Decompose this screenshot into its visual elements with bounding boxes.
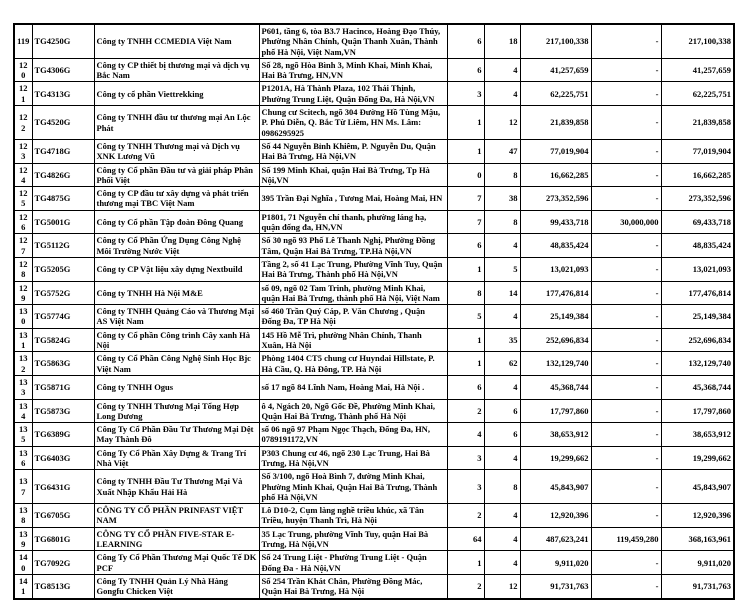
company-code-cell: TG6801G bbox=[32, 527, 94, 551]
company-name-cell: Công Ty Cổ Phần Đầu Tư Thương Mại Dệt May Thành Đô bbox=[94, 423, 259, 447]
deduction-cell: - bbox=[591, 139, 661, 163]
company-code-cell: TG5824G bbox=[32, 328, 94, 352]
company-address-cell: số 17 ngõ 84 Lĩnh Nam, Hoàng Mai, Hà Nội . bbox=[259, 375, 447, 399]
company-name-cell: Công ty CP đầu tư xây dựng và phát triển thương mại TBC Việt Nam bbox=[94, 187, 259, 211]
amount-cell: 77,019,904 bbox=[520, 139, 591, 163]
deduction-cell: 30,000,000 bbox=[591, 210, 661, 234]
company-address-cell: số 09, ngõ 02 Tam Trinh, phường Minh Khai, quận Hai Bà Trưng, thành phố Hà Nội, Việt Nam bbox=[259, 281, 447, 305]
company-code-cell: TG6403G bbox=[32, 446, 94, 470]
net-amount-cell: 45,368,744 bbox=[661, 375, 734, 399]
company-name-cell: Công ty Cổ phần Đầu tư và giải pháp Phân Phối Việt bbox=[94, 163, 259, 187]
company-address-cell: P601, tầng 6, tòa B3.7 Hacinco, Hoàng Đạo Thúy, Phường Nhân Chính, Quận Thanh Xuân, Thành phố Hà Nội, Việt Nam,VN bbox=[259, 24, 447, 58]
row-number-cell: 126 bbox=[14, 210, 32, 234]
amount-cell: 16,662,285 bbox=[520, 163, 591, 187]
company-address-cell: Số 24 Trung Liệt - Phường Trung Liệt - Quận Đống Đa - Hà Nội,VN bbox=[259, 551, 447, 575]
count2-cell: 4 bbox=[484, 82, 520, 106]
table-row bbox=[14, 106, 734, 140]
amount-cell: 17,797,860 bbox=[520, 399, 591, 423]
company-address-cell: số 460 Trần Quý Cáp, P. Văn Chương , Quận Đống Đa, TP Hà Nội bbox=[259, 305, 447, 329]
deduction-cell: - bbox=[591, 352, 661, 376]
company-name-cell: Công ty TNHH Thương Mại Tổng Hợp Long Dương bbox=[94, 399, 259, 423]
company-code-cell: TG5774G bbox=[32, 305, 94, 329]
table-row bbox=[14, 82, 734, 106]
row-number-cell: 134 bbox=[14, 399, 32, 423]
amount-cell: 177,476,814 bbox=[520, 281, 591, 305]
count1-cell: 7 bbox=[447, 187, 484, 211]
company-address-cell: P1801, 71 Nguyễn chí thanh, phường láng hạ, quận đống đa, HN,VN bbox=[259, 210, 447, 234]
count1-cell: 1 bbox=[447, 352, 484, 376]
count2-cell: 6 bbox=[484, 423, 520, 447]
company-code-cell: TG5871G bbox=[32, 375, 94, 399]
net-amount-cell: 217,100,338 bbox=[661, 24, 734, 58]
count1-cell: 8 bbox=[447, 281, 484, 305]
table-row bbox=[14, 139, 734, 163]
deduction-cell: - bbox=[591, 551, 661, 575]
deduction-cell: - bbox=[591, 504, 661, 528]
table-row bbox=[14, 470, 734, 504]
count1-cell: 7 bbox=[447, 210, 484, 234]
amount-cell: 487,623,241 bbox=[520, 527, 591, 551]
amount-cell: 13,021,093 bbox=[520, 257, 591, 281]
company-name-cell: Công ty TNHH CCMEDIA Việt Nam bbox=[94, 24, 259, 58]
count1-cell: 2 bbox=[447, 574, 484, 598]
deduction-cell: - bbox=[591, 423, 661, 447]
deduction-cell: - bbox=[591, 187, 661, 211]
table-row bbox=[14, 24, 734, 58]
net-amount-cell: 77,019,904 bbox=[661, 139, 734, 163]
company-address-cell: Chung cư Scitech, ngõ 304 Đường Hồ Tùng Mậu, P. Phú Diễn, Q. Bắc Từ Liêm, HN Ms. Lâm: 0986295925 bbox=[259, 106, 447, 140]
count1-cell: 1 bbox=[447, 139, 484, 163]
count2-cell: 8 bbox=[484, 210, 520, 234]
row-number-cell: 123 bbox=[14, 139, 32, 163]
count1-cell: 1 bbox=[447, 328, 484, 352]
row-number-cell: 119 bbox=[14, 24, 32, 58]
row-number-cell: 132 bbox=[14, 352, 32, 376]
amount-cell: 21,839,858 bbox=[520, 106, 591, 140]
deduction-cell: 119,459,280 bbox=[591, 527, 661, 551]
net-amount-cell: 12,920,396 bbox=[661, 504, 734, 528]
table-row bbox=[14, 504, 734, 528]
table-row bbox=[14, 328, 734, 352]
company-code-cell: TG5205G bbox=[32, 257, 94, 281]
company-code-cell: TG4520G bbox=[32, 106, 94, 140]
net-amount-cell: 25,149,384 bbox=[661, 305, 734, 329]
table-row bbox=[14, 527, 734, 551]
count2-cell: 12 bbox=[484, 106, 520, 140]
company-address-cell: Lô D10-2, Cụm làng nghề triều khúc, xã Tân Triều, huyện Thanh Trì, Hà Nội bbox=[259, 504, 447, 528]
company-address-cell: 395 Trần Đại Nghĩa , Tương Mai, Hoàng Mai, HN bbox=[259, 187, 447, 211]
company-address-cell: P1201A, Hà Thành Plaza, 102 Thái Thịnh, Phường Trung Liệt, Quận Đống Đa, Hà Nội,VN bbox=[259, 82, 447, 106]
count2-cell: 47 bbox=[484, 139, 520, 163]
table-row bbox=[14, 375, 734, 399]
company-code-cell: TG5873G bbox=[32, 399, 94, 423]
count2-cell: 4 bbox=[484, 446, 520, 470]
deduction-cell: - bbox=[591, 470, 661, 504]
count1-cell: 3 bbox=[447, 470, 484, 504]
row-number-cell: 125 bbox=[14, 187, 32, 211]
amount-cell: 12,920,396 bbox=[520, 504, 591, 528]
deduction-cell: - bbox=[591, 106, 661, 140]
amount-cell: 252,696,834 bbox=[520, 328, 591, 352]
row-number-cell: 139 bbox=[14, 527, 32, 551]
company-code-cell: TG8513G bbox=[32, 574, 94, 598]
table-row bbox=[14, 163, 734, 187]
table-row bbox=[14, 257, 734, 281]
deduction-cell: - bbox=[591, 574, 661, 598]
company-code-cell: TG5001G bbox=[32, 210, 94, 234]
count1-cell: 6 bbox=[447, 24, 484, 58]
company-name-cell: Công ty Cổ Phần Ứng Dụng Công Nghệ Môi Trường Nước Việt bbox=[94, 234, 259, 258]
company-name-cell: Công ty TNHH Hà Nội M&E bbox=[94, 281, 259, 305]
count2-cell: 18 bbox=[484, 24, 520, 58]
count2-cell: 4 bbox=[484, 305, 520, 329]
count2-cell: 8 bbox=[484, 163, 520, 187]
deduction-cell: - bbox=[591, 24, 661, 58]
company-address-cell: Số 44 Nguyễn Bỉnh Khiêm, P. Nguyễn Du, Quận Hai Bà Trưng, Hà Nội,VN bbox=[259, 139, 447, 163]
table-row bbox=[14, 58, 734, 82]
company-address-cell: Phòng 1404 CT5 chung cư Huyndai Hillstate, P. Hà Cầu, Q. Hà Đông, TP. Hà Nội bbox=[259, 352, 447, 376]
amount-cell: 62,225,751 bbox=[520, 82, 591, 106]
net-amount-cell: 17,797,860 bbox=[661, 399, 734, 423]
company-address-cell: Số 3/100, ngõ Hoà Bình 7, đường Minh Khai, Phường Minh Khai, Quận Hai Bà Trưng, Thành phố Hà Nội,VN bbox=[259, 470, 447, 504]
row-number-cell: 121 bbox=[14, 82, 32, 106]
row-number-cell: 141 bbox=[14, 574, 32, 598]
company-address-cell: Số 254 Trần Khát Chân, Phường Đồng Mác, Quận Hai Bà Trưng, Hà Nội bbox=[259, 574, 447, 598]
company-name-cell: Công Ty Cổ Phần Thương Mại Quốc Tế DK PCF bbox=[94, 551, 259, 575]
count1-cell: 2 bbox=[447, 399, 484, 423]
company-address-cell: Số 199 Minh Khai, quận Hai Bà Trưng, Tp Hà Nội,VN bbox=[259, 163, 447, 187]
company-address-cell: 35 Lạc Trung, phường Vĩnh Tuy, quận Hai Bà Trưng, Hà Nội,VN bbox=[259, 527, 447, 551]
company-code-cell: TG6431G bbox=[32, 470, 94, 504]
company-address-cell: Số 30 ngõ 93 Phố Lê Thanh Nghị, Phường Đồng Tâm, Quận Hai Bà Trưng, TP.Hà Nội,VN bbox=[259, 234, 447, 258]
company-name-cell: Công Ty TNHH Quản Lý Nhà Hàng Gongfu Chicken Việt bbox=[94, 574, 259, 598]
company-name-cell: Công ty TNHH Đầu Tư Thương Mại Và Xuất Nhập Khẩu Hải Hà bbox=[94, 470, 259, 504]
row-number-cell: 140 bbox=[14, 551, 32, 575]
count1-cell: 6 bbox=[447, 375, 484, 399]
row-number-cell: 124 bbox=[14, 163, 32, 187]
deduction-cell: - bbox=[591, 58, 661, 82]
count2-cell: 6 bbox=[484, 399, 520, 423]
amount-cell: 99,433,718 bbox=[520, 210, 591, 234]
amount-cell: 132,129,740 bbox=[520, 352, 591, 376]
net-amount-cell: 132,129,740 bbox=[661, 352, 734, 376]
company-name-cell: Công ty Cổ phần Tập đoàn Đông Quang bbox=[94, 210, 259, 234]
count2-cell: 12 bbox=[484, 574, 520, 598]
row-number-cell: 130 bbox=[14, 305, 32, 329]
deduction-cell: - bbox=[591, 375, 661, 399]
count1-cell: 2 bbox=[447, 504, 484, 528]
count2-cell: 4 bbox=[484, 375, 520, 399]
table-row bbox=[14, 281, 734, 305]
table-row bbox=[14, 305, 734, 329]
count1-cell: 5 bbox=[447, 305, 484, 329]
company-name-cell: Công ty Cổ Phần Công Nghệ Sinh Học Bjc Việt Nam bbox=[94, 352, 259, 376]
amount-cell: 273,352,596 bbox=[520, 187, 591, 211]
row-number-cell: 135 bbox=[14, 423, 32, 447]
row-number-cell: 138 bbox=[14, 504, 32, 528]
amount-cell: 91,731,763 bbox=[520, 574, 591, 598]
amount-cell: 41,257,659 bbox=[520, 58, 591, 82]
company-name-cell: CÔNG TY CỔ PHẦN FIVE-STAR E-LEARNING bbox=[94, 527, 259, 551]
count2-cell: 4 bbox=[484, 58, 520, 82]
row-number-cell: 133 bbox=[14, 375, 32, 399]
company-name-cell: Công ty CP Vật liệu xây dựng Nextbuild bbox=[94, 257, 259, 281]
company-address-cell: Tầng 2, số 41 Lạc Trung, Phường Vĩnh Tuy, Quận Hai Bà Trưng, Thành phố Hà Nội,VN bbox=[259, 257, 447, 281]
company-report-table bbox=[13, 23, 735, 600]
company-name-cell: Công ty TNHH Quảng Cáo và Thương Mại AS Việt Nam bbox=[94, 305, 259, 329]
deduction-cell: - bbox=[591, 305, 661, 329]
row-number-cell: 122 bbox=[14, 106, 32, 140]
company-code-cell: TG4718G bbox=[32, 139, 94, 163]
deduction-cell: - bbox=[591, 399, 661, 423]
company-name-cell: CÔNG TY CỔ PHẦN PRINFAST VIỆT NAM bbox=[94, 504, 259, 528]
net-amount-cell: 21,839,858 bbox=[661, 106, 734, 140]
company-name-cell: Công ty Cổ phần Công trình Cây xanh Hà Nội bbox=[94, 328, 259, 352]
count1-cell: 0 bbox=[447, 163, 484, 187]
net-amount-cell: 62,225,751 bbox=[661, 82, 734, 106]
company-code-cell: TG5752G bbox=[32, 281, 94, 305]
row-number-cell: 129 bbox=[14, 281, 32, 305]
net-amount-cell: 9,911,020 bbox=[661, 551, 734, 575]
net-amount-cell: 368,163,961 bbox=[661, 527, 734, 551]
deduction-cell: - bbox=[591, 446, 661, 470]
amount-cell: 217,100,338 bbox=[520, 24, 591, 58]
count1-cell: 1 bbox=[447, 551, 484, 575]
company-code-cell: TG6389G bbox=[32, 423, 94, 447]
deduction-cell: - bbox=[591, 328, 661, 352]
company-address-cell: 145 Hồ Mễ Trì, phường Nhân Chính, Thanh Xuân, Hà Nội bbox=[259, 328, 447, 352]
company-code-cell: TG6705G bbox=[32, 504, 94, 528]
company-name-cell: Công ty CP thiết bị thương mại và dịch vụ Bắc Nam bbox=[94, 58, 259, 82]
row-number-cell: 128 bbox=[14, 257, 32, 281]
company-code-cell: TG5112G bbox=[32, 234, 94, 258]
count1-cell: 64 bbox=[447, 527, 484, 551]
deduction-cell: - bbox=[591, 281, 661, 305]
amount-cell: 19,299,662 bbox=[520, 446, 591, 470]
amount-cell: 48,835,424 bbox=[520, 234, 591, 258]
company-name-cell: Công ty TNHH đầu tư thương mại An Lộc Phát bbox=[94, 106, 259, 140]
amount-cell: 25,149,384 bbox=[520, 305, 591, 329]
company-code-cell: TG4306G bbox=[32, 58, 94, 82]
count2-cell: 8 bbox=[484, 470, 520, 504]
deduction-cell: - bbox=[591, 234, 661, 258]
count2-cell: 4 bbox=[484, 504, 520, 528]
table-row bbox=[14, 210, 734, 234]
table-row bbox=[14, 574, 734, 598]
net-amount-cell: 252,696,834 bbox=[661, 328, 734, 352]
table-row bbox=[14, 446, 734, 470]
count1-cell: 6 bbox=[447, 234, 484, 258]
deduction-cell: - bbox=[591, 82, 661, 106]
company-name-cell: Công ty cổ phần Viettrekking bbox=[94, 82, 259, 106]
company-code-cell: TG4250G bbox=[32, 24, 94, 58]
count1-cell: 6 bbox=[447, 58, 484, 82]
net-amount-cell: 13,021,093 bbox=[661, 257, 734, 281]
company-code-cell: TG4313G bbox=[32, 82, 94, 106]
count1-cell: 1 bbox=[447, 106, 484, 140]
company-address-cell: P303 Chung cư 46, ngõ 230 Lạc Trung, Hai Bà Trưng, Hà Nội,VN bbox=[259, 446, 447, 470]
company-code-cell: TG7092G bbox=[32, 551, 94, 575]
company-code-cell: TG5863G bbox=[32, 352, 94, 376]
company-code-cell: TG4826G bbox=[32, 163, 94, 187]
count2-cell: 38 bbox=[484, 187, 520, 211]
count2-cell: 4 bbox=[484, 551, 520, 575]
row-number-cell: 120 bbox=[14, 58, 32, 82]
company-name-cell: Công Ty Cổ Phần Xây Dựng & Trang Trí Nhà Việt bbox=[94, 446, 259, 470]
table-row bbox=[14, 551, 734, 575]
count1-cell: 1 bbox=[447, 257, 484, 281]
count2-cell: 5 bbox=[484, 257, 520, 281]
row-number-cell: 136 bbox=[14, 446, 32, 470]
count2-cell: 4 bbox=[484, 234, 520, 258]
row-number-cell: 137 bbox=[14, 470, 32, 504]
table-row bbox=[14, 423, 734, 447]
count2-cell: 14 bbox=[484, 281, 520, 305]
table-row bbox=[14, 234, 734, 258]
count1-cell: 3 bbox=[447, 446, 484, 470]
count1-cell: 4 bbox=[447, 423, 484, 447]
company-address-cell: ô 4, Ngách 20, Ngõ Gốc Đề, Phường Minh Khai, Quận Hai Bà Trưng, Thành phố Hà Nội bbox=[259, 399, 447, 423]
net-amount-cell: 48,835,424 bbox=[661, 234, 734, 258]
table-row bbox=[14, 187, 734, 211]
net-amount-cell: 41,257,659 bbox=[661, 58, 734, 82]
table-row bbox=[14, 352, 734, 376]
row-number-cell: 127 bbox=[14, 234, 32, 258]
amount-cell: 9,911,020 bbox=[520, 551, 591, 575]
net-amount-cell: 38,653,912 bbox=[661, 423, 734, 447]
net-amount-cell: 69,433,718 bbox=[661, 210, 734, 234]
amount-cell: 45,843,907 bbox=[520, 470, 591, 504]
net-amount-cell: 273,352,596 bbox=[661, 187, 734, 211]
net-amount-cell: 19,299,662 bbox=[661, 446, 734, 470]
count2-cell: 4 bbox=[484, 527, 520, 551]
net-amount-cell: 16,662,285 bbox=[661, 163, 734, 187]
company-address-cell: Số 28, ngõ Hòa Bình 3, Minh Khai, Minh Khai, Hai Bà Trưng, HN,VN bbox=[259, 58, 447, 82]
count2-cell: 62 bbox=[484, 352, 520, 376]
net-amount-cell: 177,476,814 bbox=[661, 281, 734, 305]
amount-cell: 38,653,912 bbox=[520, 423, 591, 447]
net-amount-cell: 45,843,907 bbox=[661, 470, 734, 504]
count2-cell: 35 bbox=[484, 328, 520, 352]
company-address-cell: số 06 ngõ 97 Phạm Ngọc Thạch, Đống Đa, HN, 0789191172,VN bbox=[259, 423, 447, 447]
table-row bbox=[14, 399, 734, 423]
deduction-cell: - bbox=[591, 257, 661, 281]
company-code-cell: TG4875G bbox=[32, 187, 94, 211]
row-number-cell: 131 bbox=[14, 328, 32, 352]
amount-cell: 45,368,744 bbox=[520, 375, 591, 399]
count1-cell: 3 bbox=[447, 82, 484, 106]
company-name-cell: Công ty TNHH Thương mại và Dịch vụ XNK Lương Vũ bbox=[94, 139, 259, 163]
net-amount-cell: 91,731,763 bbox=[661, 574, 734, 598]
company-name-cell: Công ty TNHH Ogus bbox=[94, 375, 259, 399]
deduction-cell: - bbox=[591, 163, 661, 187]
